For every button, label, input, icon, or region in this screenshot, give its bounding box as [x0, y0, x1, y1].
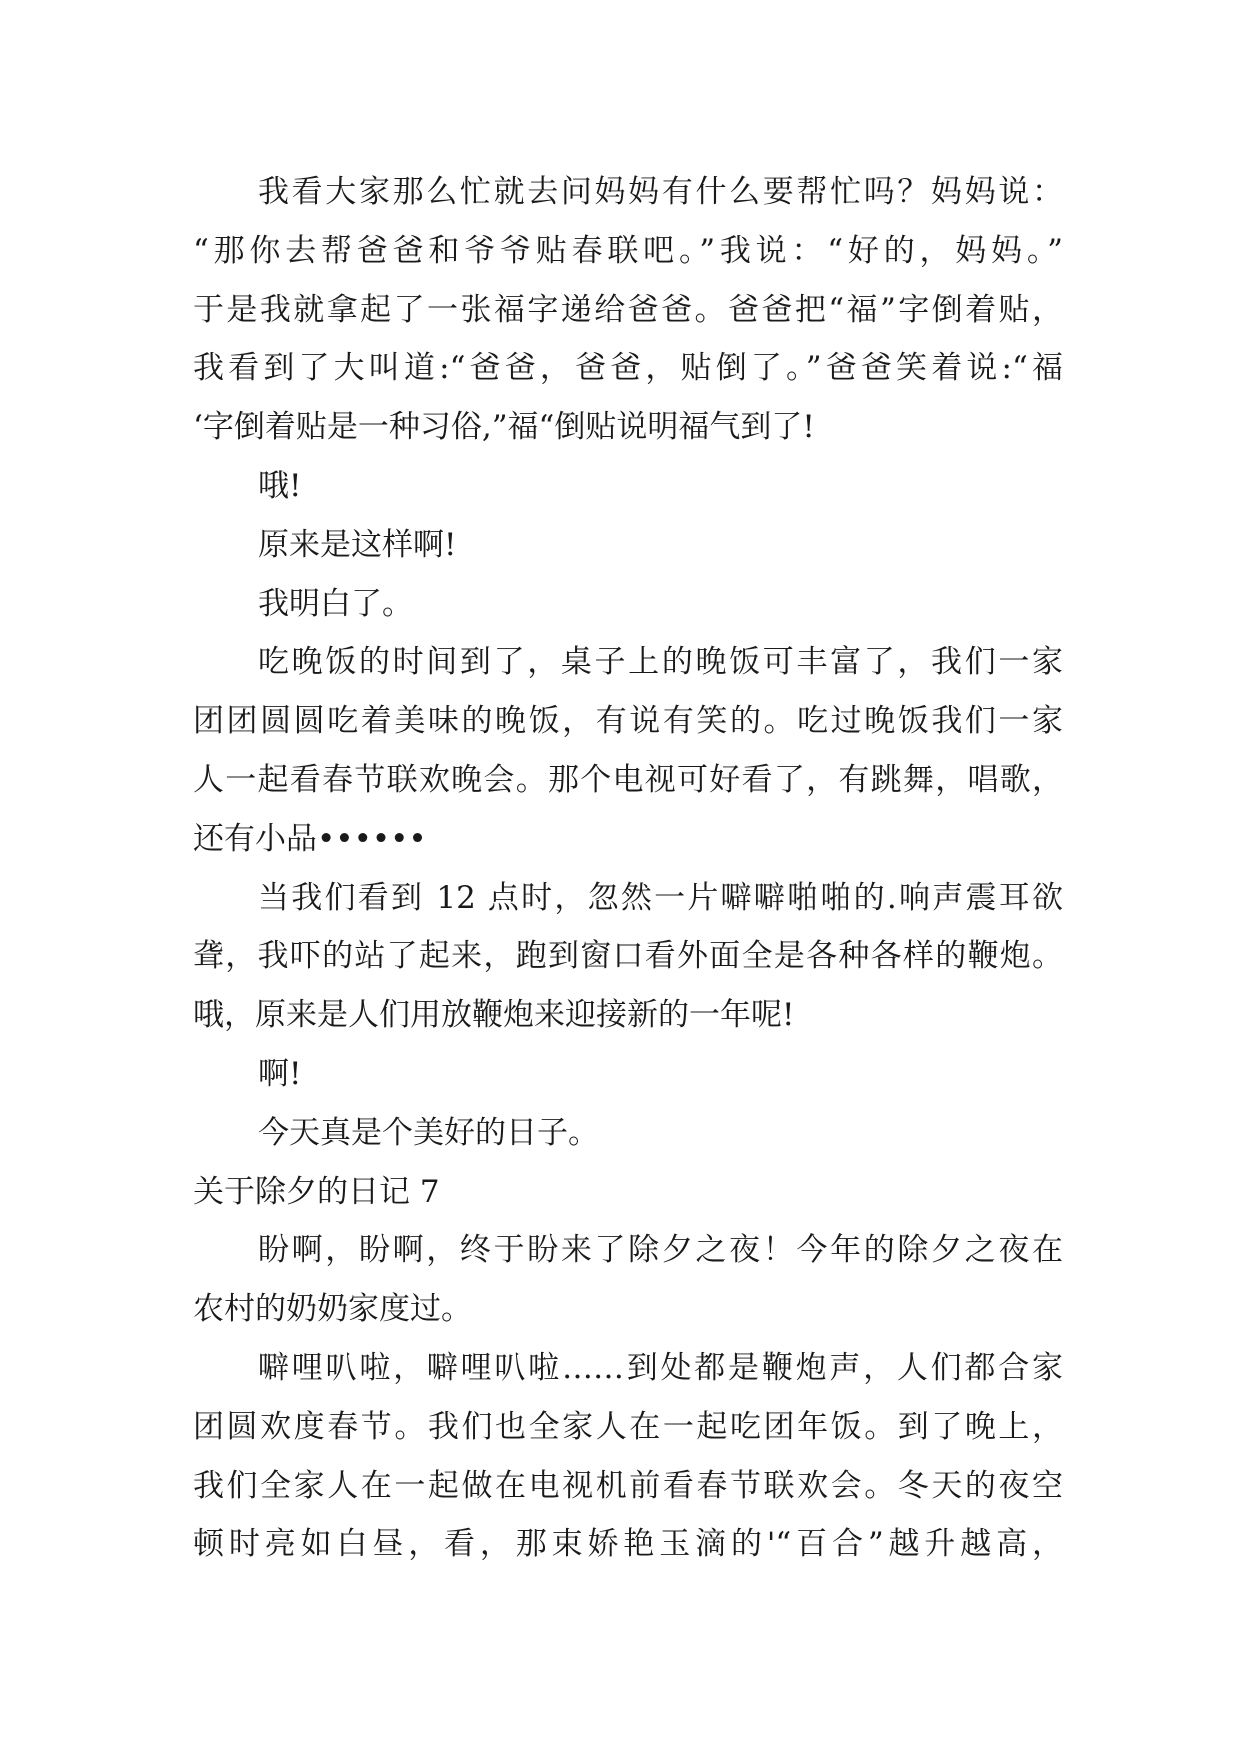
- text-line: 今天真是个美好的日子。: [258, 1114, 599, 1151]
- text-line: 哦，原来是人们用放鞭炮来迎接新的一年呢!: [193, 997, 795, 1034]
- text-line: 团圆欢度春节。我们也全家人在一起吃团年饭。到了晚上，: [193, 1408, 1063, 1445]
- text-line: 我看到了大叫道:“爸爸，爸爸，贴倒了。”爸爸笑着说:“福: [193, 350, 1063, 387]
- text-line: 顿时亮如白昼，看，那束娇艳玉滴的'“百合”越升越高，: [193, 1526, 1063, 1563]
- text-line: 啊!: [258, 1055, 302, 1092]
- text-line: 噼哩叭啦，噼哩叭啦……到处都是鞭炮声，人们都合家: [258, 1349, 1063, 1386]
- text-line: 原来是这样啊!: [258, 526, 457, 563]
- text-line: 农村的奶奶家度过。: [193, 1291, 472, 1328]
- text-line: 吃晚饭的时间到了，桌子上的晚饭可丰富了，我们一家: [258, 644, 1063, 681]
- section-heading: 关于除夕的日记 7: [193, 1173, 440, 1210]
- text-line: 于是我就拿起了一张福字递给爸爸。爸爸把“福”字倒着贴，: [193, 291, 1063, 328]
- text-line: 盼啊，盼啊，终于盼来了除夕之夜！今年的除夕之夜在: [258, 1232, 1063, 1269]
- text-line: ‘字倒着贴是一种习俗,”福“倒贴说明福气到了!: [193, 409, 815, 446]
- text-line: 还有小品••••••: [193, 820, 427, 857]
- text-line: 当我们看到 12 点时，忽然一片噼噼啪啪的.响声震耳欲: [258, 879, 1063, 916]
- text-line: “那你去帮爸爸和爷爷贴春联吧。”我说：“好的，妈妈。”: [193, 232, 1063, 269]
- text-line: 人一起看春节联欢晚会。那个电视可好看了，有跳舞，唱歌，: [193, 761, 1063, 798]
- document-body: [193, 163, 1063, 1574]
- text-line: 我明白了。: [258, 585, 413, 622]
- text-line: 聋，我吓的站了起来，跑到窗口看外面全是各种各样的鞭炮。: [193, 938, 1063, 975]
- text-line: 我看大家那么忙就去问妈妈有什么要帮忙吗？妈妈说：: [258, 174, 1063, 210]
- text-line: 团团圆圆吃着美味的晚饭，有说有笑的。吃过晚饭我们一家: [193, 703, 1063, 740]
- text-line: 哦!: [258, 467, 302, 504]
- text-line: 我们全家人在一起做在电视机前看春节联欢会。冬天的夜空: [193, 1467, 1063, 1504]
